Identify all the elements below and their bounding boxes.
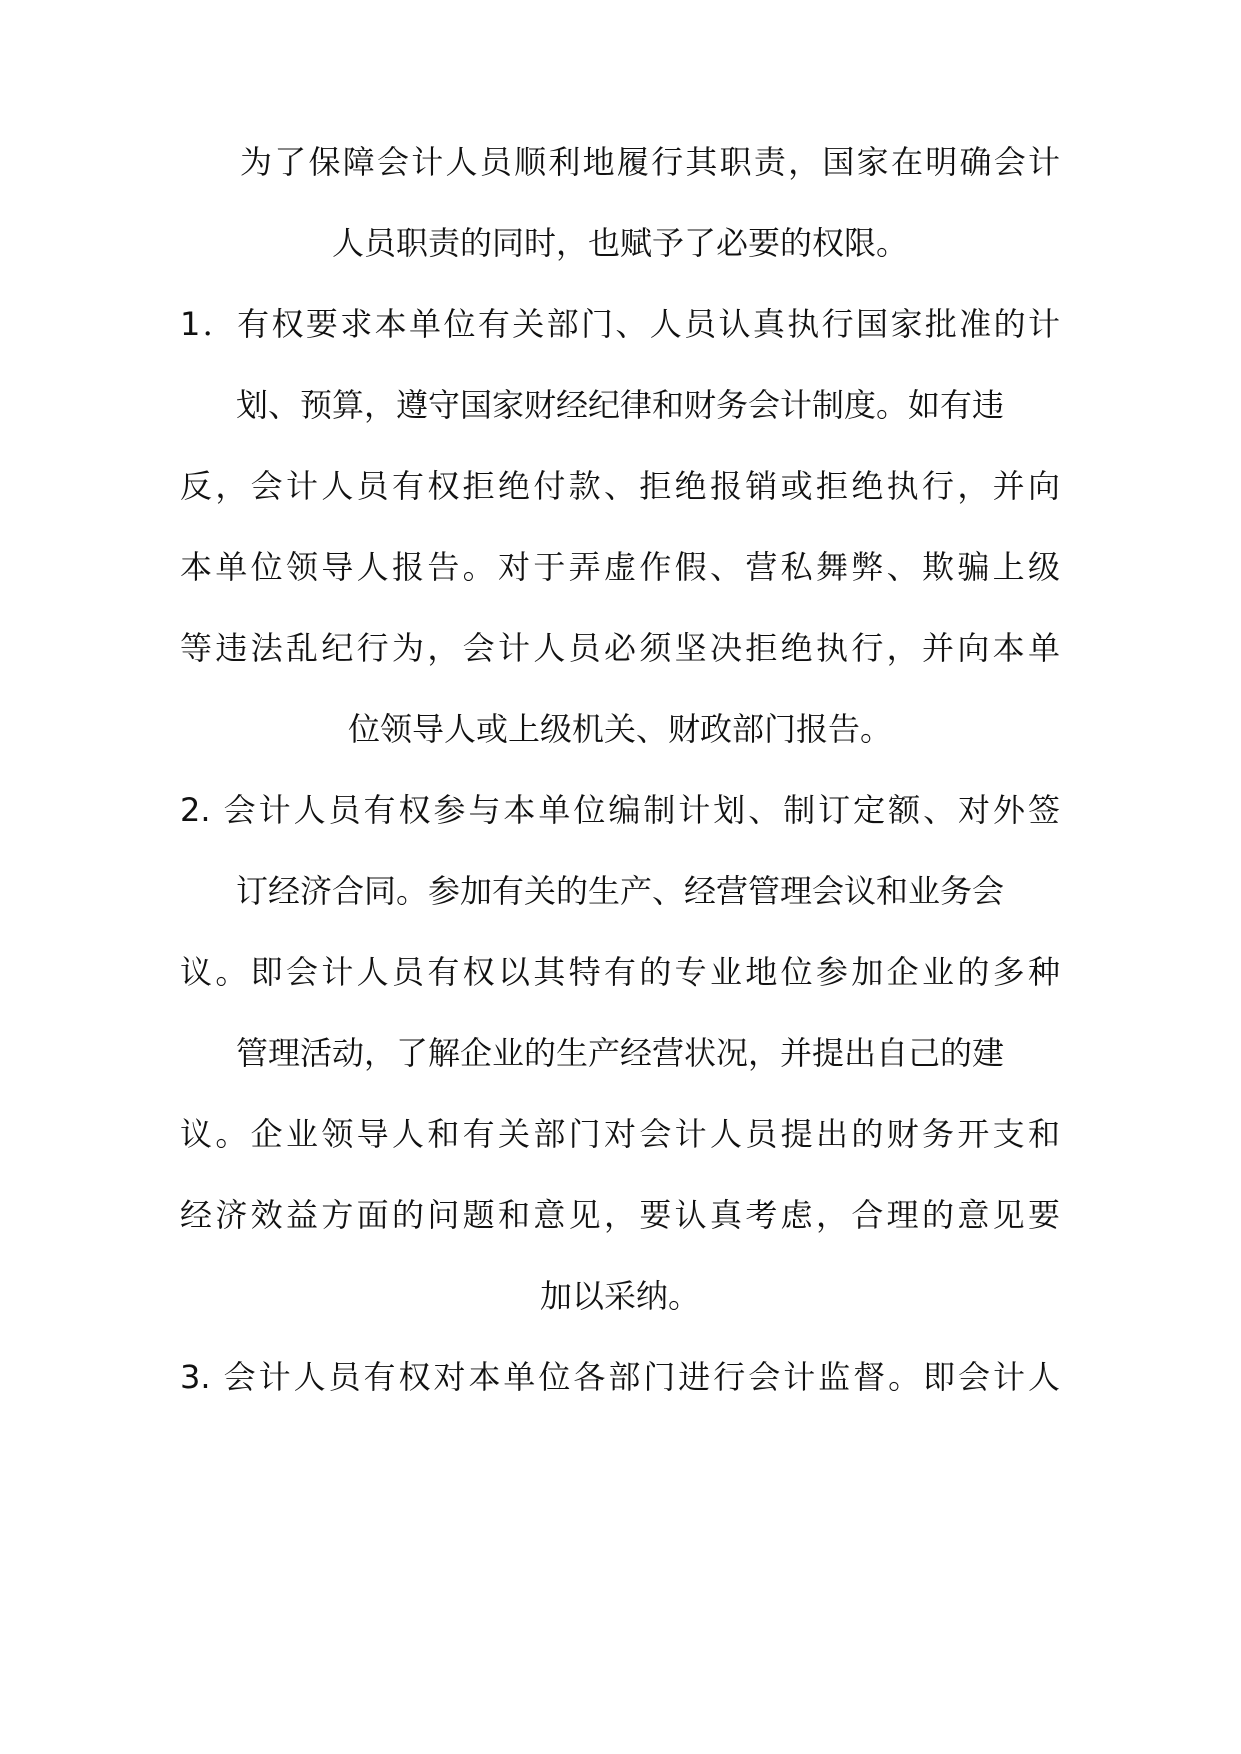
text-line: 1．有权要求本单位有关部门、人员认真执行国家批准的计 bbox=[180, 305, 1060, 343]
text-line: 经济效益方面的问题和意见，要认真考虑，合理的意见要 bbox=[180, 1196, 1060, 1234]
text-line: 3. 会计人员有权对本单位各部门进行会计监督。即会计人 bbox=[180, 1358, 1060, 1396]
text-line: 议。即会计人员有权以其特有的专业地位参加企业的多种 bbox=[180, 953, 1060, 991]
text-line: 议。企业领导人和有关部门对会计人员提出的财务开支和 bbox=[180, 1115, 1060, 1153]
text-line: 管理活动，了解企业的生产经营状况，并提出自己的建 bbox=[235, 1034, 1004, 1072]
text-line: 本单位领导人报告。对于弄虚作假、营私舞弊、欺骗上级 bbox=[180, 548, 1060, 586]
text-line: 加以采纳。 bbox=[539, 1277, 700, 1315]
text-line: 为了保障会计人员顺利地履行其职责，国家在明确会计 bbox=[240, 143, 1060, 181]
text-line: 位领导人或上级机关、财政部门报告。 bbox=[347, 710, 892, 748]
text-line: 人员职责的同时，也赋予了必要的权限。 bbox=[331, 224, 908, 262]
text-line: 等违法乱纪行为，会计人员必须坚决拒绝执行，并向本单 bbox=[180, 629, 1060, 667]
text-line: 反，会计人员有权拒绝付款、拒绝报销或拒绝执行，并向 bbox=[180, 467, 1060, 505]
text-line: 2. 会计人员有权参与本单位编制计划、制订定额、对外签 bbox=[180, 791, 1060, 829]
text-line: 订经济合同。参加有关的生产、经营管理会议和业务会 bbox=[235, 872, 1004, 910]
text-line: 划、预算，遵守国家财经纪律和财务会计制度。如有违 bbox=[235, 386, 1004, 424]
